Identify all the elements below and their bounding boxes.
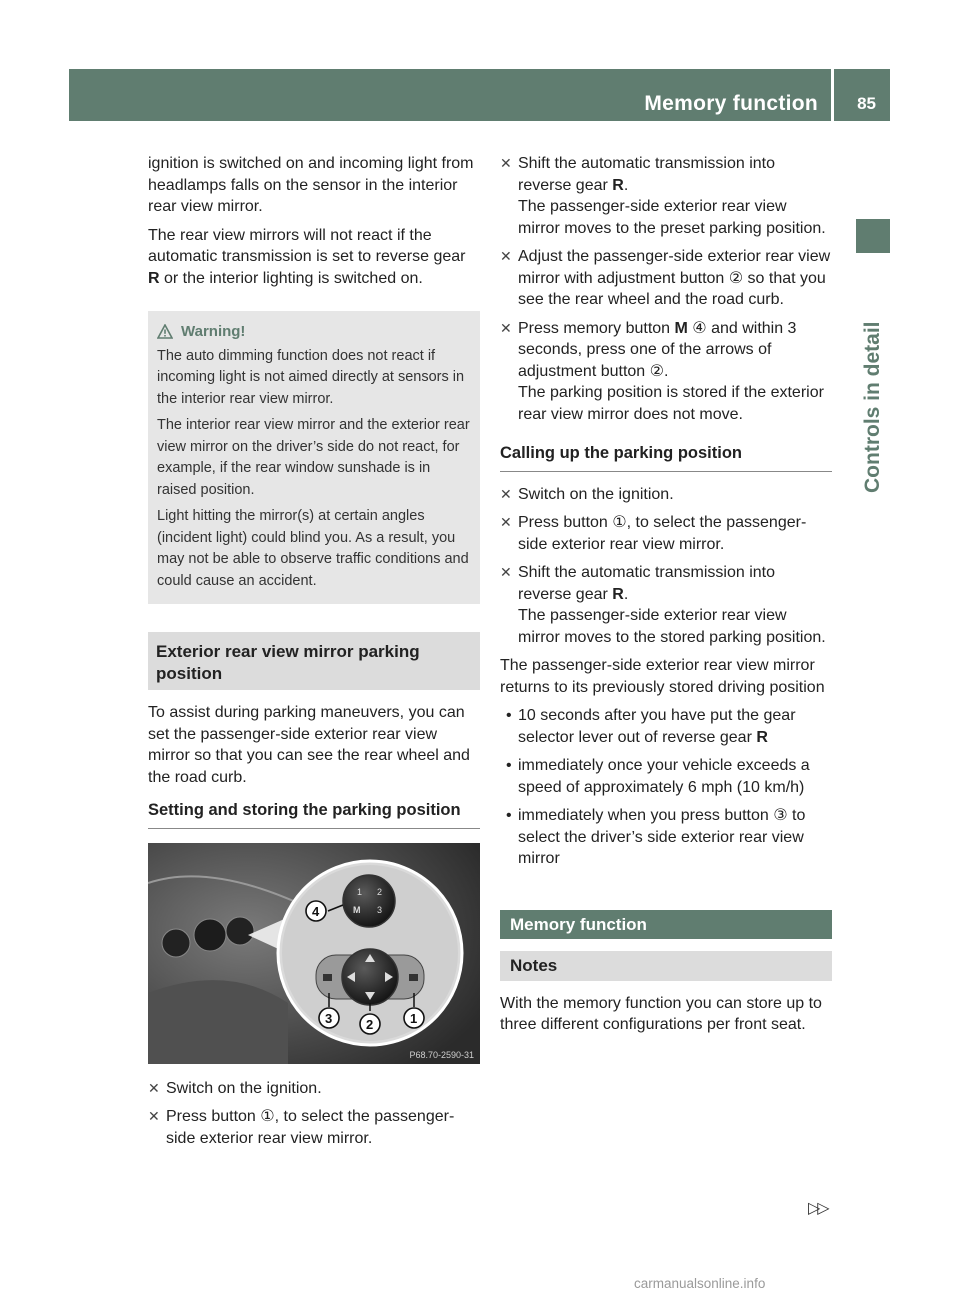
warning-title: Warning!: [181, 323, 246, 340]
notes-paragraph: With the memory function you can store up to three different configurations per front seat.: [500, 994, 822, 1033]
side-tab: [856, 121, 890, 1121]
step-arrow-icon: ✕: [500, 319, 512, 336]
photo-caption: P68.70-2590-31: [409, 1049, 474, 1060]
page-number: 85: [857, 94, 876, 113]
section-heading-parking: Exterior rear view mirror parking position: [148, 632, 480, 690]
intro-paragraph-1: ignition is switched on and incoming light from headlamps falls on the sensor in the interior rear view mirror.: [148, 155, 474, 215]
right-column: [500, 153, 832, 1043]
call-step-press-button-1: ✕ Press button ①, to select the passenger-side exterior rear view mirror.: [500, 514, 807, 553]
bullet-button-3: • immediately when you press button ③ to select the driver’s side exterior rear view mirror: [506, 807, 806, 867]
callout-2: 2: [366, 1016, 374, 1032]
subhead-setting: Setting and storing the parking position: [148, 800, 480, 829]
header-divider: [831, 69, 834, 121]
step-arrow-icon: ✕: [500, 155, 512, 171]
step-adjust-mirror: ✕ Adjust the passenger-side exterior rear view mirror with adjustment button ② so that you see the rear wheel and the road curb.: [500, 248, 831, 308]
continue-icon: ▷▷: [808, 1200, 827, 1217]
svg-text:1: 1: [357, 886, 363, 897]
section-heading-notes: Notes: [500, 951, 832, 981]
subhead-calling-up: Calling up the parking position: [500, 443, 832, 472]
memory-key-label: M: [353, 904, 361, 915]
step-arrow-icon: ✕: [148, 1079, 160, 1096]
intro-paragraph-2: The rear view mirrors will not react if the automatic transmission is set to reverse gear R or the interior lighting is switched on.: [148, 226, 466, 287]
step-switch-on: ✕ Switch on the ignition.: [148, 1078, 480, 1100]
warning-text-1: The auto dimming function does not react if incoming light is not aimed directly at sensors in the interior rear view mirror.: [157, 347, 465, 407]
side-tab-label: Controls in detail: [861, 321, 884, 493]
svg-text:3: 3: [377, 904, 383, 915]
callout-1: 1: [410, 1010, 418, 1026]
warning-icon: [157, 324, 173, 339]
left-column: [148, 153, 480, 1156]
step-arrow-icon: ✕: [500, 485, 512, 502]
call-step-switch-on: ✕ Switch on the ignition.: [500, 484, 832, 506]
warning-text-2: The interior rear view mirror and the exterior rear view mirror on the driver’s side do not react, for example, if the rear window sunshade is in raised position.: [157, 417, 470, 498]
section-paragraph: To assist during parking maneuvers, you can set the passenger-side exterior rear view mirror so that you can see the rear wheel and the road curb.: [148, 704, 470, 786]
bullet-reverse-gear: • 10 seconds after you have put the gear selector lever out of reverse gear R: [506, 707, 796, 746]
side-tab-marker: [856, 219, 890, 253]
page-header: [69, 69, 890, 121]
step-shift-reverse: ✕ Shift the automatic transmission into reverse gear R. The passenger-side exterior rear view mirror moves to the preset parking position.: [500, 155, 826, 237]
returns-paragraph: The passenger-side exterior rear view mirror returns to its previously stored driving position: [500, 657, 825, 696]
header-title: Memory function: [644, 92, 818, 115]
bullet-speed: • immediately once your vehicle exceeds a speed of approximately 6 mph (10 km/h): [506, 757, 810, 796]
warning-box: [148, 311, 480, 604]
watermark: carmanualsonline.info: [634, 1276, 766, 1291]
step-arrow-icon: ✕: [500, 514, 512, 530]
step-arrow-icon: ✕: [500, 248, 512, 264]
warning-text-3: Light hitting the mirror(s) at certain angles (incident light) could blind you. As a result, you may not be able to observe traffic conditions and could cause an accident.: [157, 508, 469, 589]
callout-3: 3: [325, 1010, 333, 1026]
step-press-button-1: ✕ Press button ①, to select the passenger-side exterior rear view mirror.: [148, 1108, 455, 1147]
mirror-controls-photo: [148, 843, 480, 1064]
section-heading-memory: Memory function: [500, 910, 832, 940]
callout-4: 4: [312, 903, 320, 919]
svg-text:2: 2: [377, 886, 383, 897]
call-step-shift-reverse: ✕ Shift the automatic transmission into reverse gear R. The passenger-side exterior rear view mirror moves to the stored parking position.: [500, 564, 826, 646]
step-store-position: ✕ Press memory button M ④ and within 3 seconds, press one of the arrows of adjustment button ②. The parking position is stored if the exterior rear view mirror does not move.: [500, 319, 824, 423]
step-arrow-icon: ✕: [500, 564, 512, 580]
step-arrow-icon: ✕: [148, 1108, 160, 1124]
